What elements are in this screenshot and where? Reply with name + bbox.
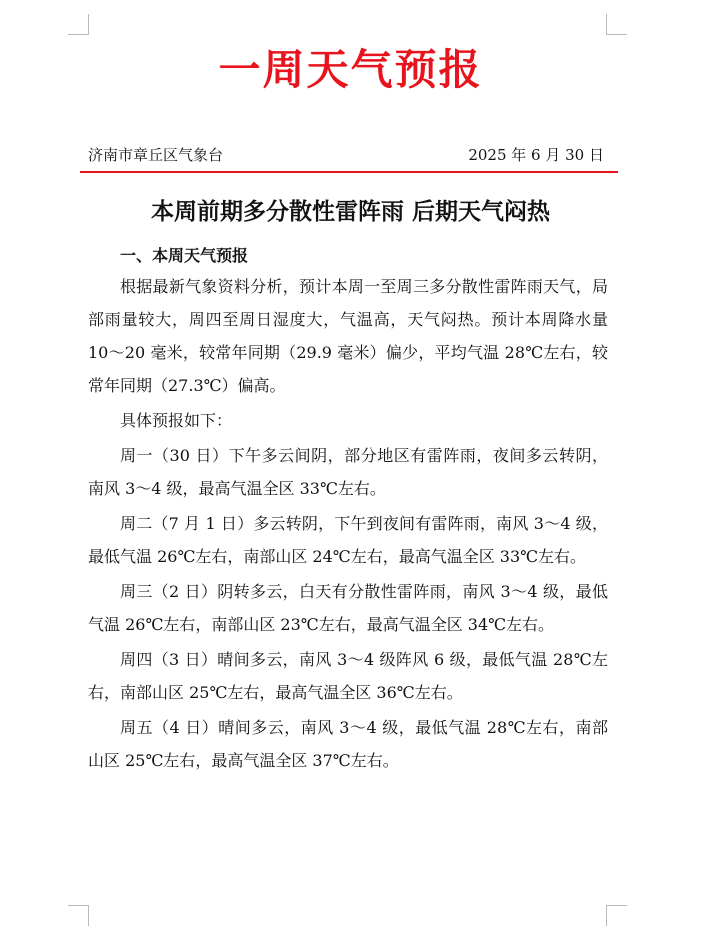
page-corner-mark-top-left	[68, 14, 89, 35]
page-corner-mark-bottom-left	[68, 905, 89, 926]
forecast-tuesday: 周二（7 月 1 日）多云转阴，下午到夜间有雷阵雨，南风 3～4 级，最低气温 26℃左右，南部山区 24℃左右，最高气温全区 33℃左右。	[88, 514, 608, 566]
page-corner-mark-bottom-right	[606, 905, 627, 926]
red-divider-line	[80, 171, 618, 173]
forecast-wednesday: 周三（2 日）阴转多云，白天有分散性雷阵雨，南风 3～4 级，最低气温 26℃左右，南部山区 23℃左右，最高气温全区 34℃左右。	[88, 582, 608, 634]
intro-paragraph: 具体预报如下：	[120, 411, 233, 430]
issuer-row	[88, 143, 606, 167]
forecast-thursday: 周四（3 日）晴间多云，南风 3～4 级阵风 6 级，最低气温 28℃左右，南部山区 25℃左右，最高气温全区 36℃左右。	[88, 650, 608, 702]
forecast-monday: 周一（30 日）下午多云间阴，部分地区有雷阵雨，夜间多云转阴，南风 3～4 级，最高气温全区 33℃左右。	[88, 446, 608, 498]
issuer-name: 济南市章丘区气象台	[88, 146, 224, 164]
summary-paragraph: 根据最新气象资料分析，预计本周一至周三多分散性雷阵雨天气，局部雨量较大，周四至周日湿度大，气温高，天气闷热。预计本周降水量 10～20 毫米，较常年同期（29.9 毫米）偏少，平均气温 28℃左右，较常年同期（27.3℃）偏高。	[88, 277, 608, 395]
page-corner-mark-top-right	[606, 14, 627, 35]
forecast-friday: 周五（4 日）晴间多云，南风 3～4 级，最低气温 28℃左右，南部山区 25℃左右，最高气温全区 37℃左右。	[88, 718, 608, 770]
document-masthead: 一周天气预报	[218, 45, 483, 94]
document-headline: 本周前期多分散性雷阵雨 后期天气闷热	[150, 198, 550, 225]
document-body	[88, 270, 608, 777]
section-heading: 一、本周天气预报	[120, 246, 249, 265]
issue-date: 2025 年 6 月 30 日	[468, 146, 604, 164]
